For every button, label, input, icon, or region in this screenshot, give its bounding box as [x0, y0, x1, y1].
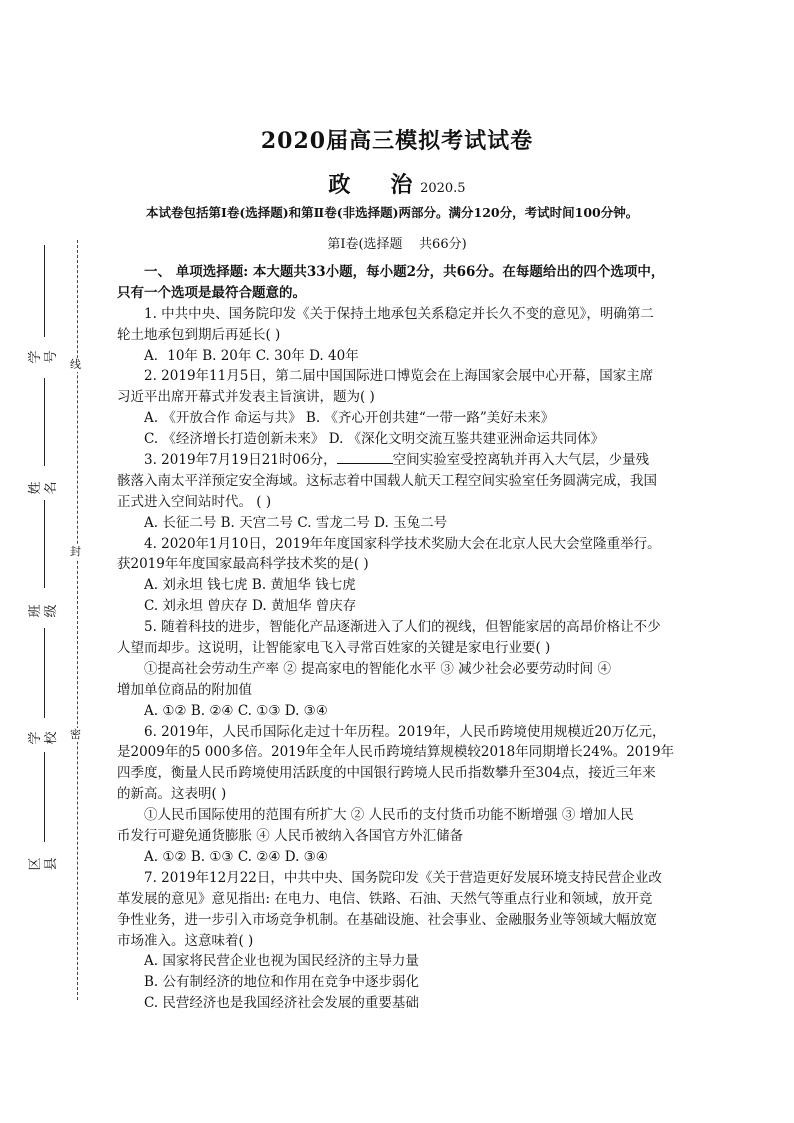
text-line: ①人民币国际使用的范围有所扩大 ② 人民币的支付货币功能不断增强 ③ 增加人民: [144, 807, 634, 824]
text-line: 获2019年年度国家最高科学技术奖的是( ): [117, 556, 369, 573]
text-line: A. 国家将民营企业也视为国民经济的主导力量: [144, 953, 419, 970]
text-line: A. 刘永坦 钱七虎 B. 黄旭华 钱七虎: [144, 577, 356, 594]
text-line: 是2009年的5 000多倍。2019年全年人民币跨境结算规模较2018年同期增长24%。2019年: [117, 744, 675, 761]
text-line: ①提高社会劳动生产率 ② 提高家电的智能化水平 ③ 减少社会必要劳动时间 ④: [144, 660, 611, 677]
binding-dashed-line: [77, 240, 78, 1000]
text-line: 2. 2019年11月5日，第二届中国国际进口博览会在上海国家会展中心开幕，国家主席: [144, 368, 654, 385]
text-line: 增加单位商品的附加值: [117, 681, 252, 698]
text-line: A. ①② B. ①③ C. ②④ D. ③④: [144, 848, 328, 865]
text-line: A. ①② B. ②④ C. ①③ D. ③④: [144, 702, 328, 719]
text-line: 的新高。这表明( ): [117, 786, 227, 803]
text-line: 争性业务，进一步引入市场竞争机制。在基础设施、社会事业、金融服务业等领域大幅放宽: [117, 911, 657, 928]
text-line: 一、 单项选择题: 本大题共33小题，每小题2分，共66分。在每题给出的四个选项中，: [144, 264, 665, 280]
class-line: [44, 500, 45, 588]
text-line: 6. 2019年，人民币国际化走过十年历程。2019年，人民币跨境使用规模近20万亿元，: [144, 723, 666, 740]
text-line: 骸落入南太平洋预定安全海域。这标志着中国载人航天工程空间实验室任务圆满完成，我国: [117, 472, 657, 489]
class-label: 班级: [28, 604, 59, 618]
question-body: [117, 262, 683, 1014]
subject-char-2: 治: [390, 172, 413, 198]
text-segment: 3. 2019年7月19日21时06分，: [144, 452, 337, 469]
text-line: C. 民营经济也是我国经济社会发展的重要基础: [144, 995, 419, 1012]
binding-mark-seal: 封: [70, 545, 81, 558]
student-id-line: [44, 245, 45, 337]
text-segment: 空间实验室受控离轨并再入大气层，少量残: [392, 452, 650, 469]
text-line: 7. 2019年12月22日，中共中央、国务院印发《关于营造更好发展环境支持民营企业改: [144, 869, 662, 886]
student-id-label: 学号: [28, 350, 59, 364]
exam-title: 2020届高三模拟考试试卷: [260, 128, 534, 154]
school-line: [44, 628, 45, 718]
text-line: 轮土地承包到期后再延长( ): [117, 326, 281, 343]
text-line: 市场准入。这意味着( ): [117, 932, 254, 949]
subject-char-1: 政: [328, 172, 351, 198]
district-label: 区县: [28, 857, 59, 871]
text-line: B. 公有制经济的地位和作用在竞争中逐步弱化: [144, 974, 420, 991]
district-line: [44, 752, 45, 842]
exam-instructions: 本试卷包括第Ⅰ卷(选择题)和第Ⅱ卷(非选择题)两部分。满分120分，考试时间100分钟。: [146, 205, 639, 220]
subject-heading: [0, 168, 794, 199]
name-label: 姓名: [28, 481, 59, 495]
text-line: A. 《开放合作 命运与共》 B. 《齐心开创共建“一带一路”美好未来》: [144, 410, 555, 427]
text-line: [117, 450, 683, 471]
text-line: 币发行可避免通货膨胀 ④ 人民币被纳入各国官方外汇储备: [117, 828, 464, 845]
text-line: 4. 2020年1月10日，2019年年度国家科学技术奖励大会在北京人民大会堂隆重举行。: [144, 535, 661, 552]
binding-mark-secret: 密: [70, 728, 81, 741]
text-line: 只有一个选项是最符合题意的。: [117, 284, 306, 301]
name-line: [44, 378, 45, 466]
text-line: 5. 随着科技的进步，智能化产品逐渐进入了人们的视线，但智能家居的高昂价格让不少: [144, 619, 661, 636]
text-line: 四季度，衡量人民币跨境使用活跃度的中国银行跨境人民币指数攀升至304点，接近三年来: [117, 765, 656, 782]
text-line: 正式进入空间站时代。 ( ): [117, 493, 272, 510]
fill-in-blank: [337, 450, 393, 464]
text-line: 习近平出席开幕式并发表主旨演讲，题为( ): [117, 389, 375, 406]
text-line: 革发展的意见》意见指出: 在电力、电信、铁路、石油、天然气等重点行业和领域，放开竞: [117, 890, 653, 907]
section-title: 第Ⅰ卷(选择题 共66分): [327, 237, 467, 252]
text-line: C. 《经济增长打造创新未来》 D. 《深化文明交流互鉴共建亚洲命运共同体》: [144, 431, 605, 448]
text-line: C. 刘永坦 曾庆存 D. 黄旭华 曾庆存: [144, 598, 357, 615]
text-line: A. 长征二号 B. 天宫二号 C. 雪龙二号 D. 玉兔二号: [144, 514, 448, 531]
exam-date: 2020.5: [420, 181, 466, 196]
text-line: 人望而却步。这说明，让智能家电飞入寻常百姓家的关键是家电行业要( ): [117, 640, 551, 657]
school-label: 学校: [28, 731, 59, 745]
binding-mark-line: 线: [70, 358, 81, 371]
text-line: A．10年 B. 20年 C. 30年 D. 40年: [144, 347, 359, 364]
text-line: 1. 中共中央、国务院印发《关于保持土地承包关系稳定并长久不变的意见》，明确第二: [144, 305, 654, 322]
